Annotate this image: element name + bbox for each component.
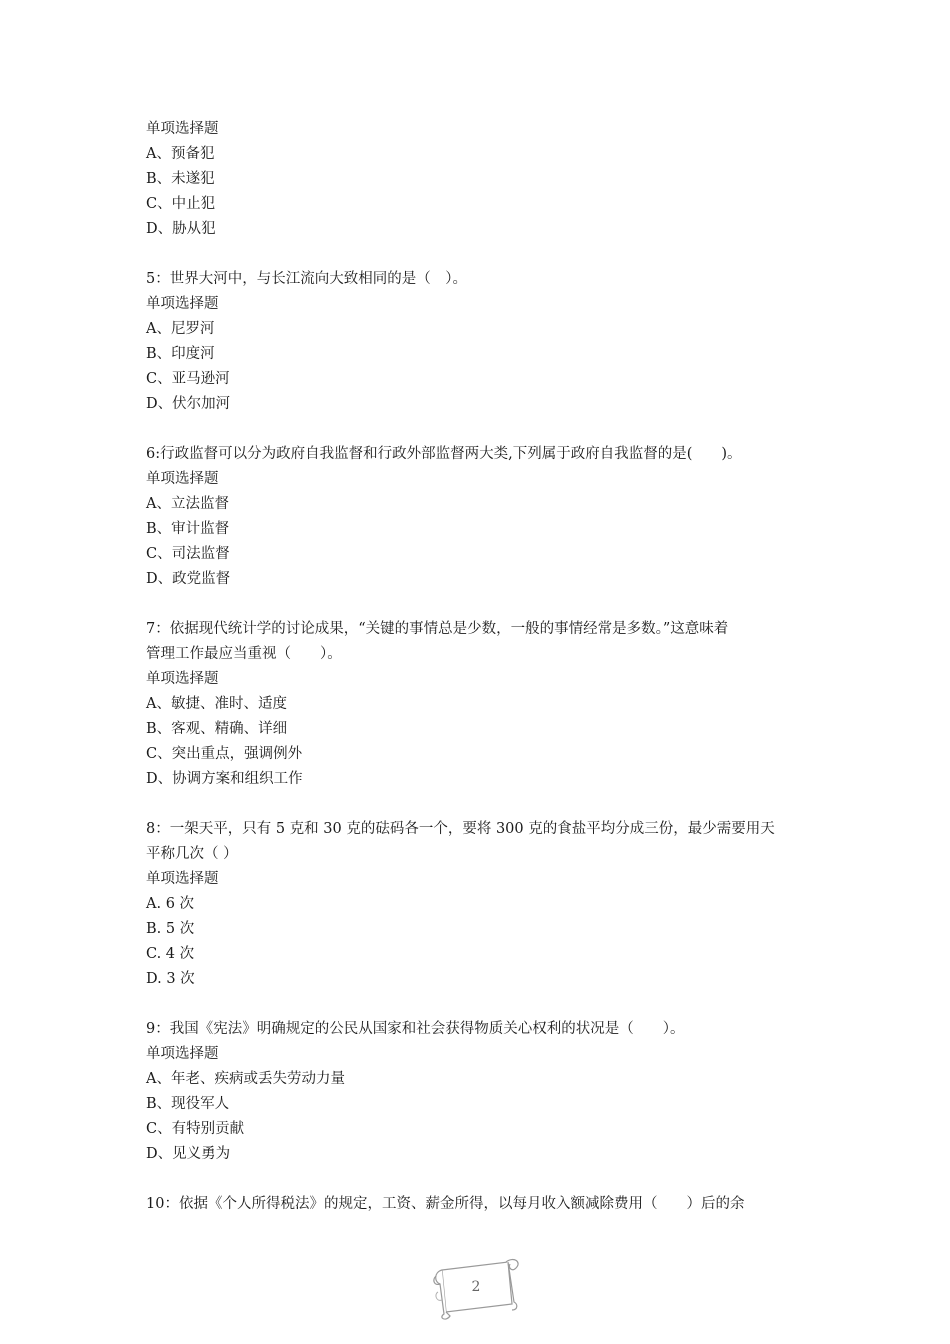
option-b: B、印度河 [146, 346, 215, 362]
spacer [146, 242, 816, 267]
option-c: C、司法监督 [146, 546, 230, 562]
question-stem-line-1: 7：依据现代统计学的讨论成果，“关键的事情总是少数，一般的事情经常是多数。”这意味着 [146, 621, 729, 637]
option-c: C、亚马逊河 [146, 371, 230, 387]
option-b: B. 5 次 [146, 921, 195, 937]
option-b: B、客观、精确、详细 [146, 721, 288, 737]
question-stem-line-2: 管理工作最应当重视（ ）。 [146, 646, 342, 662]
option-b: B、未遂犯 [146, 171, 215, 187]
carryover-block [146, 117, 816, 242]
question-stem: 6:行政监督可以分为政府自我监督和行政外部监督两大类,下列属于政府自我监督的是( )。 [146, 446, 742, 462]
option-d: D、协调方案和组织工作 [146, 771, 303, 787]
option-a: A、立法监督 [146, 496, 229, 512]
question-type-label: 单项选择题 [146, 1046, 219, 1062]
question-10 [146, 1192, 816, 1217]
option-d: D、胁从犯 [146, 221, 216, 237]
option-d: D、政党监督 [146, 571, 231, 587]
option-a: A、年老、疾病或丢失劳动力量 [146, 1071, 345, 1087]
question-type-label: 单项选择题 [146, 471, 219, 487]
option-d: D、见义勇为 [146, 1146, 231, 1162]
page-number: 2 [471, 1279, 481, 1295]
question-stem: 9：我国《宪法》明确规定的公民从国家和社会获得物质关心权利的状况是（ ）。 [146, 1021, 685, 1037]
question-stem-line-2: 平称几次（ ） [146, 846, 238, 862]
question-type-label: 单项选择题 [146, 871, 219, 887]
question-type-label: 单项选择题 [146, 121, 219, 137]
spacer [146, 592, 816, 617]
page-footer [428, 1252, 524, 1322]
question-9 [146, 1017, 816, 1167]
option-c: C、突出重点，强调例外 [146, 746, 303, 762]
question-7 [146, 617, 816, 792]
option-a: A、敏捷、准时、适度 [146, 696, 287, 712]
question-5 [146, 267, 816, 417]
question-stem-line-1: 8：一架天平，只有 5 克和 30 克的砝码各一个，要将 300 克的食盐平均分成三份，最少需要用天 [146, 821, 775, 837]
question-stem: 10：依据《个人所得税法》的规定，工资、薪金所得，以每月收入额减除费用（ ）后的余 [146, 1196, 745, 1212]
option-a: A、尼罗河 [146, 321, 215, 337]
option-d: D. 3 次 [146, 971, 195, 987]
option-c: C、有特别贡献 [146, 1121, 245, 1137]
option-c: C. 4 次 [146, 946, 195, 962]
spacer [146, 417, 816, 442]
option-b: B、审计监督 [146, 521, 230, 537]
option-b: B、现役军人 [146, 1096, 230, 1112]
question-stem: 5：世界大河中，与长江流向大致相同的是（ ）。 [146, 271, 467, 287]
spacer [146, 792, 816, 817]
question-8 [146, 817, 816, 992]
spacer [146, 1167, 816, 1192]
question-6 [146, 442, 816, 592]
option-d: D、伏尔加河 [146, 396, 231, 412]
spacer [146, 992, 816, 1017]
document-page [146, 117, 816, 1217]
question-type-label: 单项选择题 [146, 296, 219, 312]
option-c: C、中止犯 [146, 196, 216, 212]
option-a: A、预备犯 [146, 146, 215, 162]
option-a: A. 6 次 [146, 896, 195, 912]
question-type-label: 单项选择题 [146, 671, 219, 687]
